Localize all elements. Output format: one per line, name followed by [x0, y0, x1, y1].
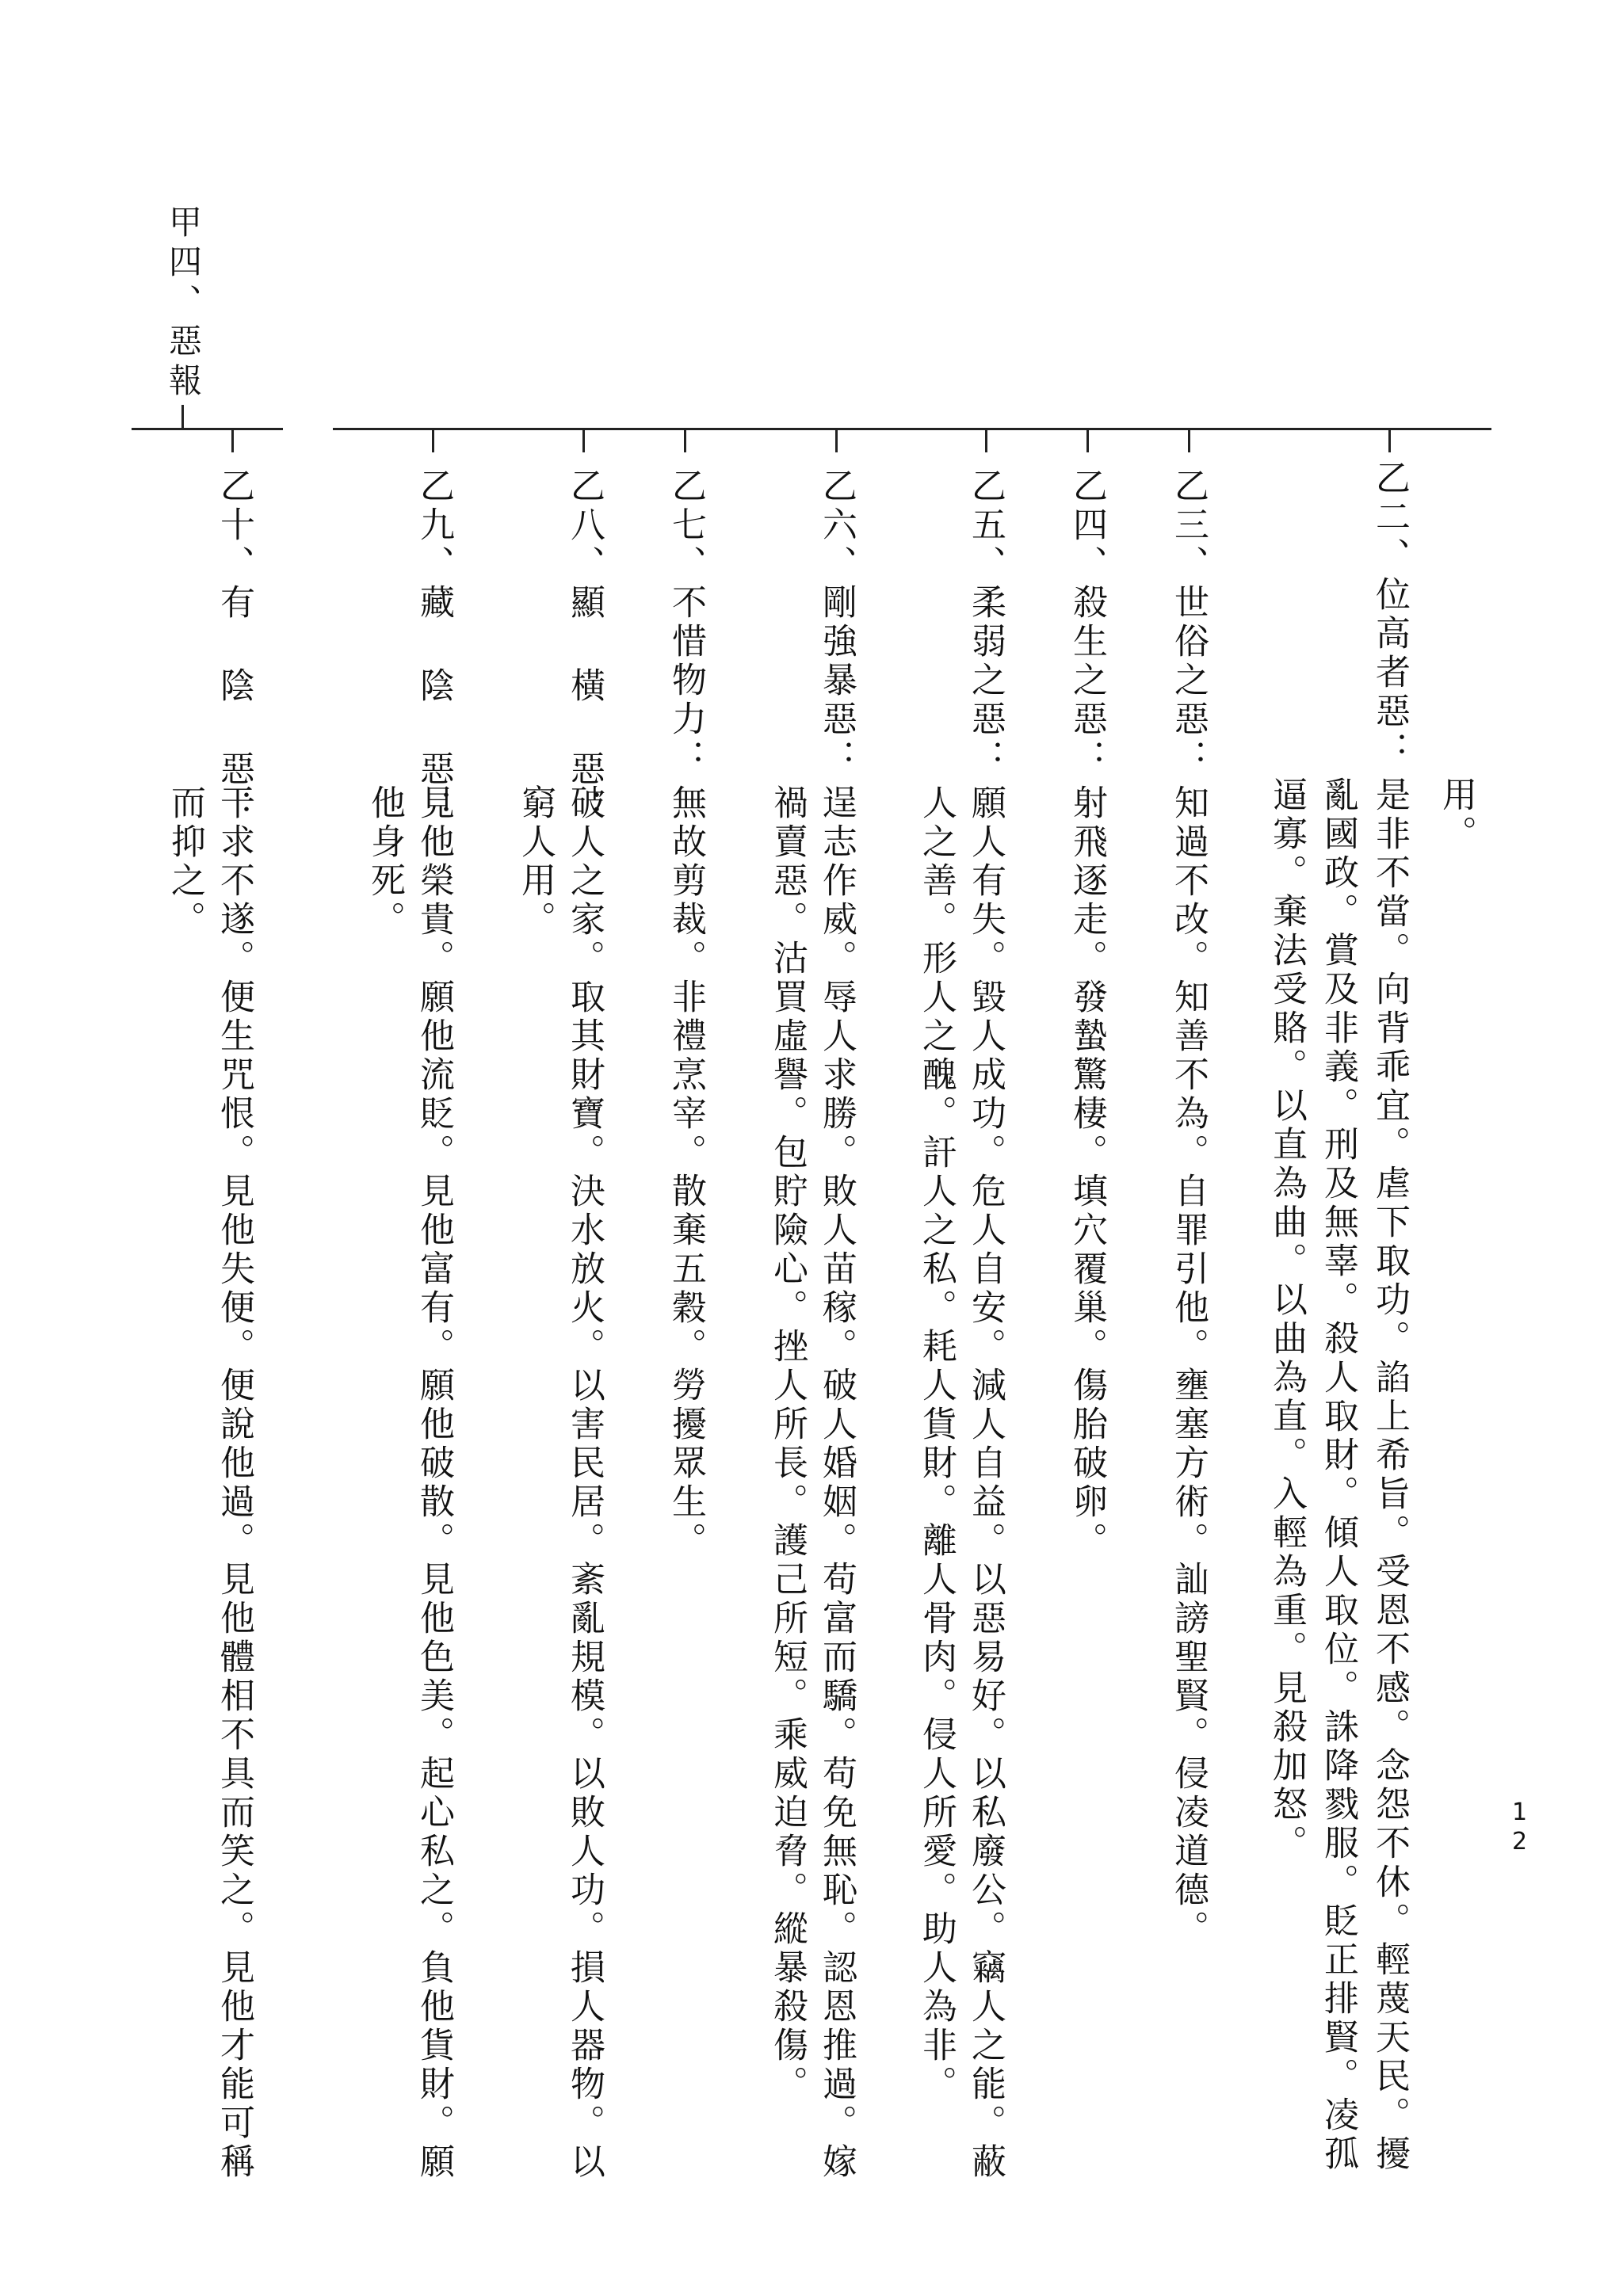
tree-line-right: [333, 428, 1491, 430]
item-text-line: 禍賣惡。沽買虛譽。包貯險心。挫人所長。護己所短。乘威迫脅。縱暴殺傷。: [767, 784, 808, 2104]
previous-continuation: 用。: [1436, 776, 1476, 854]
item-text-line: 人之善。形人之醜。訐人之私。耗人貨財。離人骨肉。侵人所愛。助人為非。: [916, 784, 957, 2104]
tree-tick-yi2: [1388, 429, 1391, 452]
tree-line-left: [132, 428, 283, 430]
item-text-line: 逞志作威。辱人求勝。敗人苗稼。破人婚姻。苟富而驕。苟免無恥。認恩推過。嫁: [816, 784, 857, 2182]
item-text-line: 見他榮貴。願他流貶。見他富有。願他破散。見他色美。起心私之。負他貨財。願: [414, 784, 454, 2182]
item-text-line: 干求不遂。便生咒恨。見他失便。便說他過。見他體相不具而笑之。見他才能可稱: [214, 784, 254, 2182]
section-title: 甲四、惡報: [164, 204, 203, 402]
item-text-line: 知過不改。知善不為。自罪引他。壅塞方術。訕謗聖賢。侵凌道德。: [1168, 784, 1209, 1949]
item-text-line: 他身死。: [365, 784, 405, 940]
item-heading: 乙九、藏 陰 惡：: [414, 467, 454, 828]
item-heading: 乙六、剛強暴惡：: [816, 467, 857, 778]
tree-tick-yi10: [231, 429, 234, 452]
page-number: 12: [1506, 1798, 1533, 1857]
item-heading: 乙三、世俗之惡：: [1168, 467, 1209, 778]
item-heading: 乙八、顯 橫 惡：: [564, 467, 605, 828]
tree-tick-yi4: [1086, 429, 1089, 452]
tree-tick-yi7: [684, 429, 686, 452]
item-text-line: 是非不當。向背乖宜。虐下取功。諂上希旨。受恩不感。念怨不休。輕蔑天民。擾: [1369, 776, 1410, 2174]
tree-tick-yi9: [432, 429, 434, 452]
item-heading: 乙七、不惜物力：: [666, 467, 706, 778]
tree-tick-yi5: [985, 429, 987, 452]
item-heading: 乙十、有 陰 惡：: [214, 467, 254, 828]
item-heading: 乙二、位高者惡：: [1369, 460, 1410, 770]
item-text-line: 窮人用。: [515, 784, 556, 940]
tree-tick-yi3: [1188, 429, 1190, 452]
item-text-line: 無故剪裁。非禮烹宰。散棄五穀。勞擾眾生。: [666, 784, 706, 1561]
tree-tick-yi8: [582, 429, 585, 452]
item-text-line: 射飛逐走。發蟄驚棲。填穴覆巢。傷胎破卵。: [1067, 784, 1107, 1561]
item-text-line: 而抑之。: [165, 784, 205, 940]
item-text-line: 逼寡。棄法受賂。以直為曲。以曲為直。入輕為重。見殺加怒。: [1266, 776, 1307, 1863]
item-text-line: 破人之家。取其財寶。決水放火。以害民居。紊亂規模。以敗人功。損人器物。以: [564, 784, 605, 2182]
item-heading: 乙五、柔弱之惡：: [965, 467, 1006, 778]
item-text-line: 亂國政。賞及非義。刑及無辜。殺人取財。傾人取位。誅降戮服。貶正排賢。凌孤: [1318, 776, 1358, 2174]
tree-connector-section: [181, 405, 184, 429]
item-text-line: 願人有失。毀人成功。危人自安。減人自益。以惡易好。以私廢公。竊人之能。蔽: [965, 784, 1006, 2182]
item-heading: 乙四、殺生之惡：: [1067, 467, 1107, 778]
tree-tick-yi6: [835, 429, 838, 452]
